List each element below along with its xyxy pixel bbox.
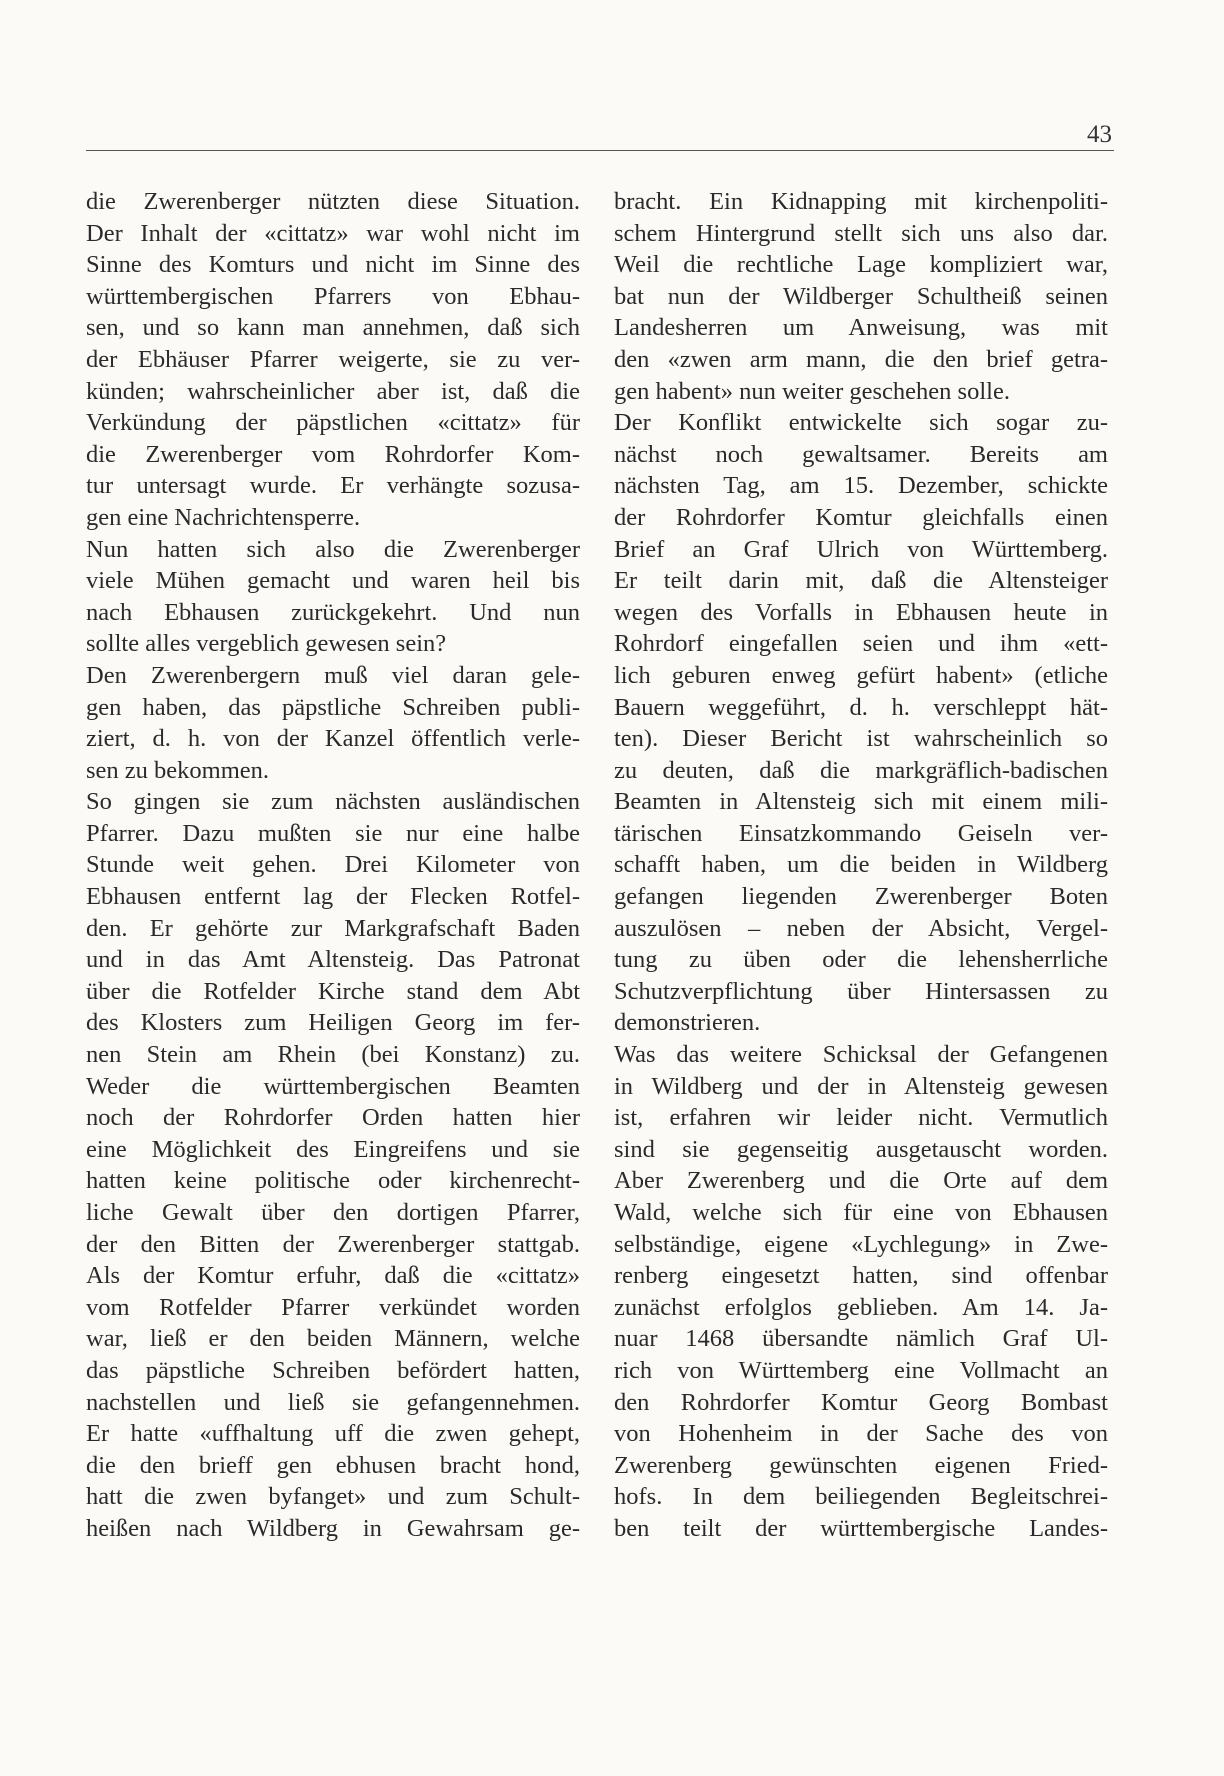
text-line: viele Mühen gemacht und waren heil bis: [86, 567, 580, 595]
text-line: auszulösen – neben der Absicht, Vergel-: [614, 914, 1108, 942]
text-line: liche Gewalt über den dortigen Pfarrer,: [86, 1199, 580, 1226]
text-line: heißen nach Wildberg in Gewahrsam ge-: [86, 1514, 580, 1542]
text-line: die den brieff gen ebhusen bracht hond,: [86, 1451, 580, 1479]
text-line: gefangen liegenden Zwerenberger Boten: [614, 883, 1108, 911]
text-line: Den Zwerenbergern muß viel daran gele-: [86, 661, 580, 689]
text-line: Beamten in Altensteig sich mit einem mili-: [614, 788, 1108, 816]
text-line: hofs. In dem beiliegenden Begleitschrei-: [614, 1483, 1108, 1511]
text-line: schem Hintergrund stellt sich uns also dar.: [614, 219, 1108, 247]
text-line: Pfarrer. Dazu mußten sie nur eine halbe: [86, 819, 580, 847]
text-line: Stunde weit gehen. Drei Kilometer von: [86, 851, 580, 879]
text-line: Bauern weggeführt, d. h. verschleppt hät-: [614, 693, 1108, 721]
text-line: der Ebhäuser Pfarrer weigerte, sie zu ver-: [86, 345, 580, 373]
text-line: den «zwen arm mann, die den brief getra-: [614, 345, 1108, 373]
text-line: und in das Amt Altensteig. Das Patronat: [86, 946, 580, 974]
text-line: sollte alles vergeblich gewesen sein?: [86, 630, 447, 658]
text-line: Er teilt darin mit, daß die Altensteiger: [614, 567, 1108, 595]
text-line: über die Rotfelder Kirche stand dem Abt: [86, 977, 580, 1005]
text-line: Was das weitere Schicksal der Gefangenen: [614, 1041, 1108, 1069]
text-line: Der Inhalt der «cittatz» war wohl nicht im: [86, 219, 580, 247]
text-line: zu deuten, daß die markgräflich-badischen: [614, 756, 1108, 784]
text-line: ben teilt der württembergische Landes-: [614, 1514, 1108, 1542]
text-line: Als der Komtur erfuhr, daß die «cittatz»: [86, 1262, 580, 1290]
text-line: hatten keine politische oder kirchenrecht-: [86, 1167, 580, 1195]
text-line: nach Ebhausen zurückgekehrt. Und nun: [86, 598, 580, 626]
text-column-left: [86, 186, 580, 1545]
text-line: nachstellen und ließ sie gefangennehmen.: [86, 1388, 580, 1416]
text-line: Aber Zwerenberg und die Orte auf dem: [614, 1167, 1108, 1195]
text-line: hatt die zwen byfanget» und zum Schult-: [86, 1483, 580, 1511]
text-line: sen zu bekommen.: [86, 756, 270, 784]
text-line: war, ließ er den beiden Männern, welche: [86, 1325, 580, 1353]
text-line: Brief an Graf Ulrich von Württemberg.: [614, 535, 1108, 563]
text-line: Verkündung der päpstlichen «cittatz» für: [86, 409, 580, 437]
text-line: bat nun der Wildberger Schultheiß seinen: [614, 282, 1108, 310]
text-line: Rohrdorf eingefallen seien und ihm «ett-: [614, 630, 1108, 658]
text-line: von Hohenheim in der Sache des von: [614, 1420, 1108, 1448]
text-line: des Klosters zum Heiligen Georg im fer-: [86, 1009, 580, 1037]
text-line: Weil die rechtliche Lage kompliziert war,: [614, 251, 1108, 279]
text-line: der Rohrdorfer Komtur gleichfalls einen: [614, 503, 1108, 531]
text-line: rich von Württemberg eine Vollmacht an: [614, 1356, 1108, 1384]
page-number: 43: [1087, 121, 1112, 148]
text-line: nen Stein am Rhein (bei Konstanz) zu.: [86, 1041, 580, 1069]
text-line: selbständige, eigene «Lychlegung» in Zwe-: [614, 1230, 1108, 1258]
text-line: wegen des Vorfalls in Ebhausen heute in: [614, 598, 1108, 626]
text-line: vom Rotfelder Pfarrer verkündet worden: [86, 1293, 580, 1321]
text-line: zunächst erfolglos geblieben. Am 14. Ja-: [614, 1293, 1108, 1321]
text-line: die Zwerenberger vom Rohrdorfer Kom-: [86, 440, 580, 468]
text-line: württembergischen Pfarrers von Ebhau-: [86, 282, 580, 310]
text-line: Ebhausen entfernt lag der Flecken Rotfel-: [86, 883, 580, 911]
text-column-right: [614, 186, 1108, 1545]
text-line: Weder die württembergischen Beamten: [86, 1072, 580, 1100]
text-line: Wald, welche sich für eine von Ebhausen: [614, 1199, 1108, 1226]
text-line: künden; wahrscheinlicher aber ist, daß die: [86, 377, 580, 405]
text-line: sen, und so kann man annehmen, daß sich: [86, 314, 580, 342]
header-rule: [86, 150, 1114, 151]
text-line: Schutzverpflichtung über Hintersassen zu: [614, 977, 1108, 1005]
text-line: sind sie gegenseitig ausgetauscht worden.: [614, 1135, 1108, 1163]
text-line: gen haben, das päpstliche Schreiben publi-: [86, 693, 580, 721]
text-line: ist, erfahren wir leider nicht. Vermutlich: [614, 1104, 1108, 1132]
text-line: gen habent» nun weiter geschehen solle.: [614, 377, 1010, 405]
text-line: lich geburen enweg gefürt habent» (etliche: [614, 661, 1108, 689]
text-line: tärischen Einsatzkommando Geiseln ver-: [614, 819, 1108, 847]
text-line: Nun hatten sich also die Zwerenberger: [86, 535, 580, 563]
text-line: Er hatte «uffhaltung uff die zwen gehept,: [86, 1420, 580, 1448]
text-line: nächsten Tag, am 15. Dezember, schickte: [614, 472, 1108, 500]
text-line: schafft haben, um die beiden in Wildberg: [614, 851, 1108, 879]
text-line: den. Er gehörte zur Markgrafschaft Baden: [86, 914, 580, 942]
text-line: tur untersagt wurde. Er verhängte sozusa-: [86, 472, 580, 500]
text-line: demonstrieren.: [614, 1009, 761, 1037]
text-line: nuar 1468 übersandte nämlich Graf Ul-: [614, 1325, 1108, 1353]
text-line: das päpstliche Schreiben befördert hatten,: [86, 1356, 580, 1384]
text-line: der den Bitten der Zwerenberger stattgab.: [86, 1230, 580, 1258]
text-line: gen eine Nachrichtensperre.: [86, 503, 361, 531]
text-line: ziert, d. h. von der Kanzel öffentlich verle-: [86, 725, 580, 753]
text-line: die Zwerenberger nützten diese Situation.: [86, 188, 580, 215]
text-line: eine Möglichkeit des Eingreifens und sie: [86, 1135, 580, 1163]
text-line: nächst noch gewaltsamer. Bereits am: [614, 440, 1108, 468]
text-line: in Wildberg und der in Altensteig gewesen: [614, 1072, 1108, 1100]
text-line: Landesherren um Anweisung, was mit: [614, 314, 1108, 342]
text-line: Sinne des Komturs und nicht im Sinne des: [86, 251, 580, 279]
text-line: tung zu üben oder die lehensherrliche: [614, 946, 1108, 974]
text-line: So gingen sie zum nächsten ausländischen: [86, 788, 580, 816]
text-line: den Rohrdorfer Komtur Georg Bombast: [614, 1388, 1108, 1416]
text-line: renberg eingesetzt hatten, sind offenbar: [614, 1262, 1108, 1290]
text-line: Der Konflikt entwickelte sich sogar zu-: [614, 409, 1108, 437]
text-line: ten). Dieser Bericht ist wahrscheinlich so: [614, 725, 1108, 753]
text-line: bracht. Ein Kidnapping mit kirchenpoliti-: [614, 188, 1108, 215]
text-line: noch der Rohrdorfer Orden hatten hier: [86, 1104, 580, 1132]
text-line: Zwerenberg gewünschten eigenen Fried-: [614, 1451, 1108, 1479]
